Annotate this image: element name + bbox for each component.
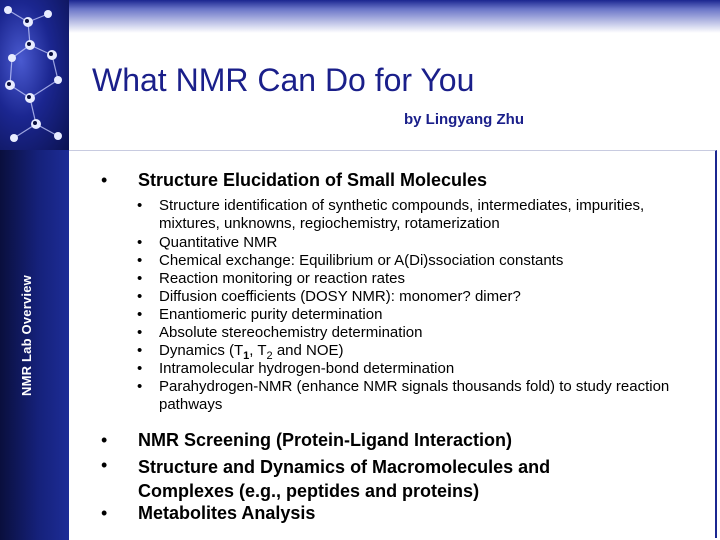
t1-subscript: 1	[243, 350, 250, 362]
list-item	[137, 306, 679, 324]
sidebar	[0, 0, 69, 540]
bullet-glyph: •	[101, 430, 108, 450]
molecule-image	[0, 0, 69, 150]
dynamics-mid: , T	[249, 342, 267, 359]
molecule-model-icon	[0, 0, 69, 150]
list-item-text: Chemical exchange: Equilibrium or A(Di)ssociation constants	[159, 252, 564, 269]
list-item-text: Absolute stereochemistry determination	[159, 324, 423, 341]
page-title: What NMR Can Do for You	[92, 62, 475, 98]
dynamics-prefix: Dynamics (T	[159, 342, 244, 359]
list-item	[137, 288, 679, 306]
list-item	[137, 197, 679, 233]
bullet-glyph: •	[137, 234, 143, 251]
bullet-glyph: •	[137, 197, 143, 214]
section-heading: Structure Elucidation of Small Molecules	[138, 170, 488, 190]
list-item	[137, 252, 679, 270]
list-item-text: Structure identification of synthetic compounds, intermediates, impurities, mixtures, unknowns, regiochemistry, rotamerization	[159, 197, 645, 232]
list-item	[137, 270, 679, 288]
list-item-text: Intramolecular hydrogen-bond determination	[159, 360, 455, 377]
bullet-glyph: •	[137, 270, 143, 287]
bullet-glyph: •	[137, 288, 143, 305]
list-item-text: Enantiomeric purity determination	[159, 306, 383, 323]
author-byline: by Lingyang Zhu	[404, 111, 524, 128]
section-heading: NMR Screening (Protein-Ligand Interaction)	[138, 430, 513, 450]
section-heading: Structure and Dynamics of Macromolecules and Complexes (e.g., peptides and proteins)	[138, 457, 551, 501]
bullet-glyph: •	[101, 503, 108, 523]
bullet-glyph: •	[137, 360, 143, 377]
bullet-glyph: •	[137, 378, 143, 395]
list-item	[137, 324, 679, 342]
bullet-glyph: •	[101, 170, 108, 190]
list-item	[137, 234, 679, 252]
sidebar-label: NMR Lab Overview	[19, 275, 34, 396]
sidebar-label-area	[0, 150, 69, 540]
bullet-glyph: •	[101, 455, 108, 475]
bullet-glyph: •	[137, 306, 143, 323]
list-item-text: Quantitative NMR	[159, 234, 278, 251]
list-item-text: Reaction monitoring or reaction rates	[159, 270, 405, 287]
list-item	[137, 360, 679, 378]
bullet-glyph: •	[137, 324, 143, 341]
list-item	[137, 378, 679, 414]
list-item-text: Diffusion coefficients (DOSY NMR): monomer? dimer?	[159, 288, 521, 305]
bullet-glyph: •	[137, 252, 143, 269]
list-item-text: Parahydrogen-NMR (enhance NMR signals thousands fold) to study reaction pathways	[159, 378, 670, 413]
dynamics-suffix: and NOE)	[272, 342, 344, 359]
t2-subscript: 2	[266, 350, 273, 362]
bullet-glyph: •	[137, 342, 143, 359]
bullet-macromolecules	[101, 455, 621, 503]
section-heading: Metabolites Analysis	[138, 503, 316, 523]
